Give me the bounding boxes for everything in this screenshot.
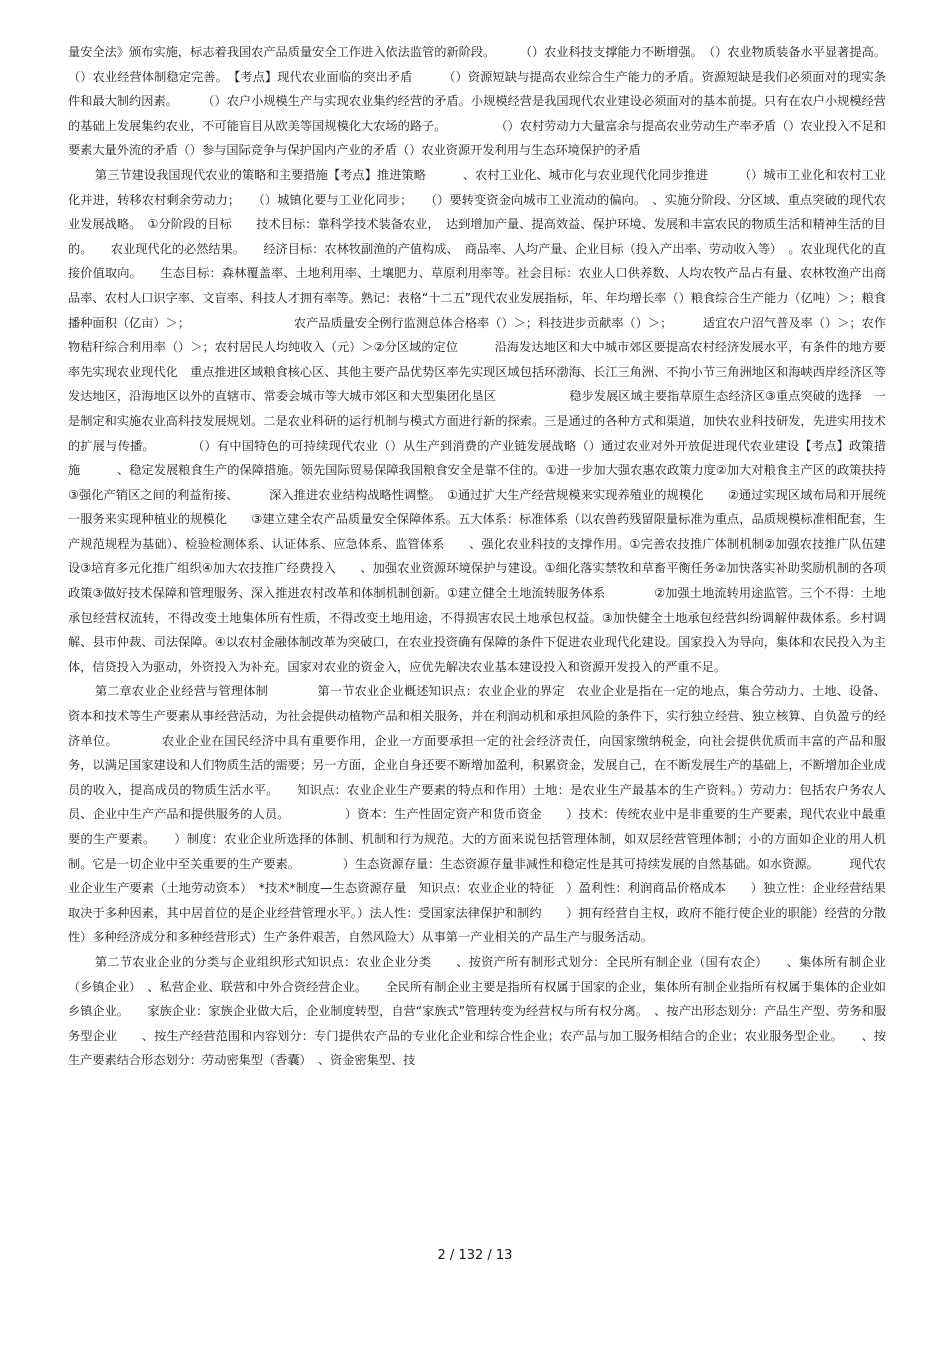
paragraph-2: 第三节建设我国现代农业的策略和主要措施【考点】推进策略 、农村工业化、城市化与农业现代化同步推进 （）城市工业化和农村工业化并进，转移农村剩余劳动力； （）城镇化要与工业化同步； （）要转变资金向城市工业流动的偏向。 、实施分阶段、分区域、重点突破的现代农业发展战略。 ①分阶段的目标 技术目标：靠科学技术装备农业， 达到增加产量、提高效益、保护环境、发展和丰富农民的物质生活和精神生活的目的。 农业现代化的必然结果。 经济目标：农林牧副渔的产值构成、 商品率、人均产量、企业目标（投入产出率、劳动收入等） 。农业现代化的直接价值取向。 生态目标：森林覆盖率、土地利用率、土壤肥力、草原利用率等。社会目标：农业人口供养数、人均农牧产品占有量、农林牧渔产出商品率、农村人口识字率、文盲率、科技人才拥有率等。熟记：表格“十二五”现代农业发展指标，年、年均增长率（）粮食综合生产能力（亿吨）＞；粮食播种面积（亿亩）＞； 农产品质量安全例行监测总体合格率（）＞；科技进步贡献率（）＞； 适宜农户沼气普及率（）＞；农作物秸秆综合利用率（）＞；农村居民人均纯收入（元）＞②分区域的定位 沿海发达地区和大中城市郊区要提高农村经济发展水平，有条件的地方要率先实现农业现代化 重点推进区域粮食核心区、其他主要产品优势区率先实现区域包括环渤海、长江三角洲、不拘小节三角洲地区和海峡西岸经济区等发达地区，沿海地区以外的直辖市、常委会城市等大城市郊区和大型集团化垦区 稳步发展区域主要指草原生态经济区③重点突破的选择 一是制定和实施农业高科技发展规划。二是农业科研的运行机制与模式方面进行新的探索。三是通过的各种方式和渠道，加快农业科技研发，先进实用技术的扩展与传播。 （）有中国特色的可持续现代农业（）从生产到消费的产业链发展战略（）通过农业对外开放促进现代农业建设【考点】政策措施 、稳定发展粮食生产的保障措施。领先国际贸易保障我国粮食安全是靠不住的。①进一步加大强农惠农政策力度②加大对粮食主产区的政策扶持③强化产销区之间的利益衔接、 深入推进农业结构战略性调整。 ①通过扩大生产经营规模来实现养殖业的规模化 ②通过实现区域布局和开展统一服务来实现种植业的规模化 ③建立建全农产品质量安全保障体系。五大体系：标准体系（以农兽药残留限量标准为重点，品质规模标准相配套，生产规范规程为基础）、检验检测体系、认证体系、应急体系、监管体系 、强化农业科技的支撑作用。①完善农技推广体制机制②加强农技推广队伍建设③培育多元化推广组织④加大农技推广经费投入 、加强农业资源环境保护与建设。①细化落实禁牧和草畜平衡任务②加快落实补助奖励机制的各项政策③做好技术保障和管理服务、深入推进农村改革和体制机制创新。①建立健全土地流转服务体系 ②加强土地流转用途监管。三个不得：土地承包经营权流转，不得改变土地集体所有性质，不得改变土地用途，不得损害农民土地承包权益。③加快健全土地承包经营纠纷调解仲裁体系。乡村调解、县市仲裁、司法保障。④以农村金融体制改革为突破口，在农业投资确有保障的条件下促进农业现代化建设。国家投入为导向，集体和农民投入为主体，信贷投入为驱动，外资投入为补充。国家对农业的资金入，应优先解决农业基本建设投入和资源开发投入的严重不足。 xyxy=(68,167,886,674)
page-number: 2 / 132 / 13 xyxy=(437,1248,513,1263)
paragraph-4: 第二节农业企业的分类与企业组织形式知识点：农业企业分类 、按资产所有制形式划分：全民所有制企业（国有农企） 、集体所有制企业（乡镇企业） 、私营企业、联营和中外合资经营企业。 全民所有制企业主要是指所有权属于国家的企业，集体所有制企业指所有权属于集体的企业如乡镇企业。 家族企业：家族企业做大后，企业制度转型，自营“家族式”管理转变为经营权与所有权分离。 、按产出形态划分：产品生产型、劳务和服务型企业 、按生产经营范围和内容划分：专门提供农产品的专业化企业和综合性企业；农产品与加工服务相结合的企业；农业服务型企业。 、按生产要素结合形态划分：劳动密集型（香囊） 、资金密集型、技 xyxy=(68,954,886,1068)
document-body xyxy=(68,40,886,1280)
paragraph-3: 第二章农业企业经营与管理体制 第一节农业企业概述知识点：农业企业的界定 农业企业是指在一定的地点，集合劳动力、土地、设备、资本和技术等生产要素从事经营活动，为社会提供动植物产品和相关服务，并在利润动机和承担风险的条件下，实行独立经营、独立核算、自负盈亏的经济单位。 农业企业在国民经济中具有重要作用，企业一方面要承担一定的社会经济责任，向国家缴纳税金，向社会提供优质而丰富的产品和服务，以满足国家建设和人们物质生活的需要；另一方面，企业自身还要不断增加盈利，积累资金，发展自己，在不断发展生产的基础上，不断增加企业成员的收入，提高成员的物质生活水平。 知识点：农业企业生产要素的特点和作用）土地：是农业生产最基本的生产资料。）劳动力：包括农户务农人员、企业中生产产品和提供服务的人员。 ）资本：生产性固定资产和货币资金 ）技术：传统农业中是非重要的生产要素，现代农业中最重要的生产要素。 ）制度：农业企业所选择的体制、机制和行为规范。大的方面来说包括管理体制，如双层经营管理体制；小的方面如企业的用人机制。它是一切企业中至关重要的生产要素。 ）生态资源存量：生态资源存量非减性和稳定性是其可持续发展的自然基础。如水资源。 现代农业企业生产要素（土地劳动资本） *技术*制度—生态资源存量 知识点：农业企业的特征 ）盈利性：利润商品价格成本 ）独立性：企业经营结果取决于多种因素，其中居首位的是企业经营管理水平。）法人性：受国家法律保护和制约 ）拥有经营自主权，政府不能行使企业的职能）经营的分散性）多种经济成分和多种经营形式）生产条件艰苦，自然风险大）从事第一产业相关的产品生产与服务活动。 xyxy=(68,684,886,945)
paragraph-1: 量安全法》颁布实施，标志着我国农产品质量安全工作进入依法监管的新阶段。 （）农业科技支撑能力不断增强。 （）农业物质装备水平显著提高。（）农业经营体制稳定完善。 【考点】现代农业面临的突出矛盾 （）资源短缺与提高农业综合生产能力的矛盾。资源短缺是我们必须面对的现实条件和最大制约因素。 （）农户小规模生产与实现农业集约经营的矛盾。小规模经营是我国现代农业建设必须面对的基本前提。只有在农户小规模经营的基础上发展集约农业，不可能盲目从欧美等国规模化大农场的路子。 （）农村劳动力大量富余与提高农业劳动生产率矛盾（）农业投入不足和要素大量外流的矛盾（）参与国际竞争与保护国内产业的矛盾（）农业资源开发利用与生态环境保护的矛盾 xyxy=(68,45,886,158)
